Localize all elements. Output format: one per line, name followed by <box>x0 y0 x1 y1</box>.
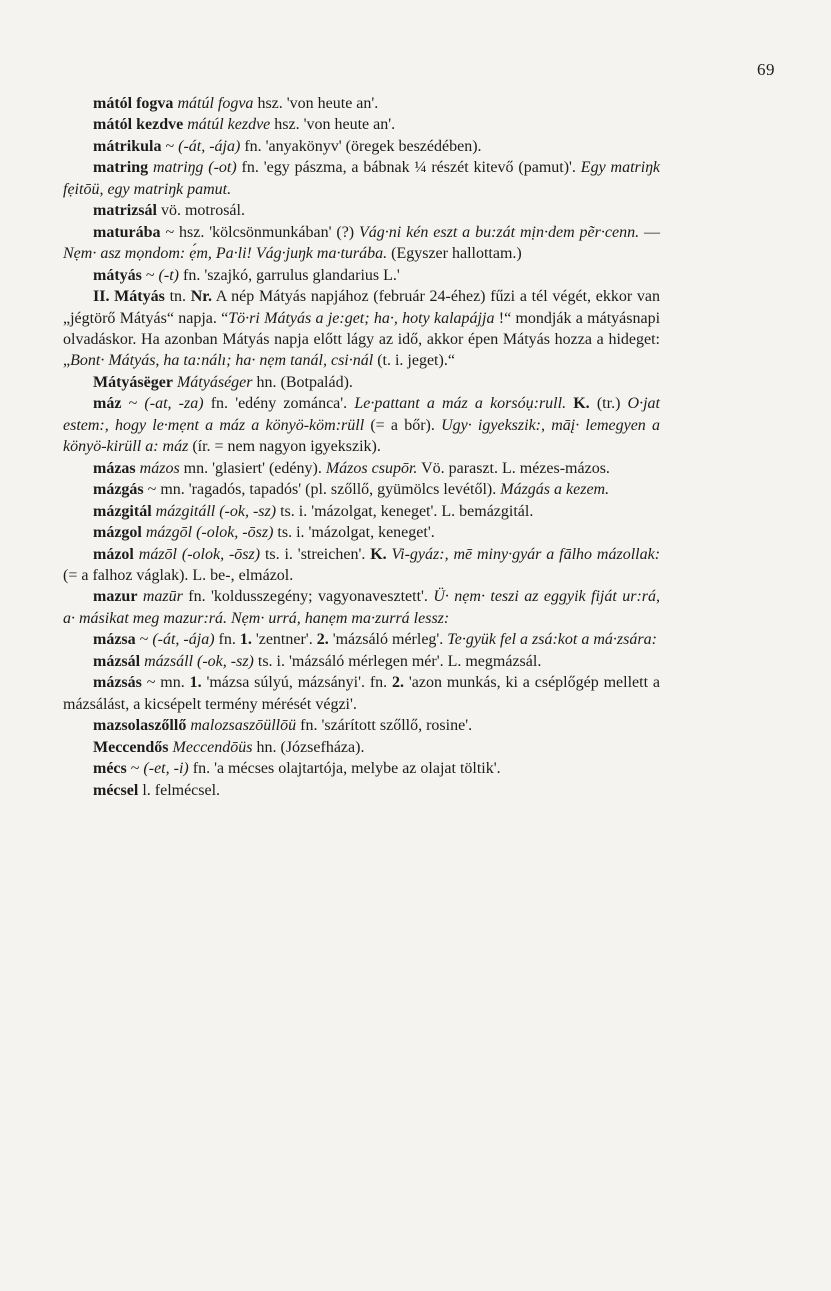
dictionary-entry <box>63 758 660 779</box>
dictionary-entry <box>63 222 660 265</box>
entry-definition: ~ (-at, -za) fn. 'edény zománca'. Le·pattant a máz a korsóụ:rull. K. (tr.) O·jat estem:, hogy le·mẹnt a máz a könyö-köm:rüll (= a bőr). Ugy· igyekszik:, māį· lemegyen a könyö-kirüll a: máz (ír. = nem nagyon igyekszik). <box>63 395 661 456</box>
dictionary-entry <box>63 114 660 135</box>
entry-definition: mázgitáll (-ok, -sz) ts. i. 'mázolgat, keneget'. L. bemázgitál. <box>155 502 534 520</box>
dictionary-column <box>63 93 660 801</box>
entry-definition: Mátyáséger hn. (Botpalád). <box>176 373 353 391</box>
entry-headword: mázgitál <box>93 502 152 520</box>
dictionary-entry <box>63 586 660 629</box>
entry-definition: ~ (-t) fn. 'szajkó, garrulus glandarius L.' <box>141 266 400 284</box>
dictionary-entry <box>63 780 660 801</box>
dictionary-entry <box>63 522 660 543</box>
entry-headword: mátyás <box>93 266 142 284</box>
entry-definition: mazūr fn. 'koldusszegény; vagyonavesztett'. Ü· nẹm· teszi az eggyik fiját ur:rá, a· másikat meg mazur:rá. Nẹm· urrá, hanẹm ma·zurrá lessz: <box>63 588 661 627</box>
dictionary-entry <box>63 393 660 457</box>
dictionary-entry <box>63 200 660 221</box>
entry-definition: mázgōl (-olok, -ōsz) ts. i. 'mázolgat, keneget'. <box>145 524 435 542</box>
entry-definition: malozsaszōüllōü fn. 'szárított szőllő, rosine'. <box>190 717 473 735</box>
entry-headword: máz <box>93 395 122 413</box>
entry-headword: mázas <box>93 459 136 477</box>
entry-definition: mázōl (-olok, -ōsz) ts. i. 'streichen'. K. Vi-gyáz:, mē miny·gyár a fālho mázollak: (= a falhoz váglak). L. be-, elmázol. <box>63 545 661 584</box>
dictionary-entry <box>63 286 660 372</box>
entry-definition: l. felmécsel. <box>138 781 221 799</box>
entry-headword: matring <box>93 159 149 177</box>
entry-headword: mázol <box>93 545 134 563</box>
entry-definition: ~ mn. 1. 'mázsa súlyú, mázsányi'. fn. 2. 'azon munkás, ki a cséplőgép mellett a mázsálást, a kicsépelt termény mérését végzi'. <box>63 674 660 713</box>
dictionary-entry <box>63 265 660 286</box>
entry-headword: maturába <box>93 223 161 241</box>
entry-definition: mázsáll (-ok, -sz) ts. i. 'mázsáló mérlegen mér'. L. megmázsál. <box>144 652 542 670</box>
entry-headword: mázgás <box>93 481 144 499</box>
entry-definition: matriŋg (-ot) fn. 'egy pászma, a bábnak ¼ részét kitevő (pamut)'. Egy matriŋk fẹitōü, egy matriŋk pamut. <box>63 159 661 198</box>
entry-definition: tn. Nr. A nép Mátyás napjához (február 24-éhez) fűzi a tél végét, ekkor van „jégtörő Mátyás“ napja. “Tö·ri Mátyás a je:get; ha·, hoty kalapájja !“ mondják a mátyásnapi olvadáskor. Ha azonban Mátyás napja előtt lágy az idő, akkor épen Mátyás hozza a hideget: „Bont· Mátyás, ha ta:nálı; ha· nẹm tanál, csi·nál (t. i. jeget).“ <box>63 288 661 370</box>
entry-definition: ~ mn. 'ragadós, tapadós' (pl. szőllő, gyümölcs levétől). Mázgás a kezem. <box>143 481 610 499</box>
entry-headword: mazur <box>93 588 138 606</box>
dictionary-entry <box>63 501 660 522</box>
entry-definition: mátúl kezdve hsz. 'von heute an'. <box>187 116 396 134</box>
page-number: 69 <box>757 60 775 79</box>
entry-definition: mátúl fogva hsz. 'von heute an'. <box>177 95 379 112</box>
entry-headword: mától kezdve <box>93 116 184 134</box>
entry-headword: mázsás <box>93 674 142 692</box>
entry-headword: mázgol <box>93 524 142 542</box>
entry-headword: mázsál <box>93 652 141 670</box>
entry-headword: Mátyásëger <box>93 373 173 391</box>
entry-definition: vö. motrosál. <box>156 202 245 220</box>
dictionary-entry <box>63 136 660 157</box>
entry-headword: II. Mátyás <box>93 288 165 306</box>
entry-headword: mécs <box>93 760 127 778</box>
entry-headword: mázsa <box>93 631 136 649</box>
entry-definition: Meccendōüs hn. (Józsefháza). <box>172 738 365 756</box>
dictionary-entry <box>63 672 660 715</box>
dictionary-entry <box>63 479 660 500</box>
entry-definition: ~ hsz. 'kölcsönmunkában' (?) Vág·ni kén eszt a bu:zát mịn·dem pẽr·cenn. — Nẹm· asz mọndom: ẹ́m, Pa·li! Vág·juŋk ma·turába. (Egyszer hallottam.) <box>63 223 661 263</box>
entry-definition: mázos mn. 'glasiert' (edény). Mázos csupōr. Vö. paraszt. L. mézes-mázos. <box>139 459 610 477</box>
dictionary-entry <box>63 157 660 200</box>
entry-definition: ~ (-át, -ája) fn. 1. 'zentner'. 2. 'mázsáló mérleg'. Te·gyük fel a zsá:kot a má·zsára: <box>135 631 657 649</box>
entry-definition: ~ (-et, -i) fn. 'a mécses olajtartója, melybe az olajat töltik'. <box>126 760 501 778</box>
dictionary-entry <box>63 372 660 393</box>
entry-headword: mátrikula <box>93 137 162 155</box>
entry-headword: Meccendős <box>93 738 169 756</box>
dictionary-entry <box>63 629 660 650</box>
entry-headword: mától fogva <box>93 95 174 112</box>
dictionary-entry <box>63 93 660 114</box>
dictionary-entry <box>63 737 660 758</box>
dictionary-entry <box>63 715 660 736</box>
dictionary-entry <box>63 544 660 587</box>
dictionary-entry <box>63 458 660 479</box>
entry-headword: matrizsál <box>93 202 157 220</box>
dictionary-entry <box>63 651 660 672</box>
entry-headword: mazsolaszőllő <box>93 717 187 735</box>
entry-definition: ~ (-át, -ája) fn. 'anyakönyv' (öregek beszédében). <box>161 137 482 155</box>
entry-headword: mécsel <box>93 781 139 799</box>
